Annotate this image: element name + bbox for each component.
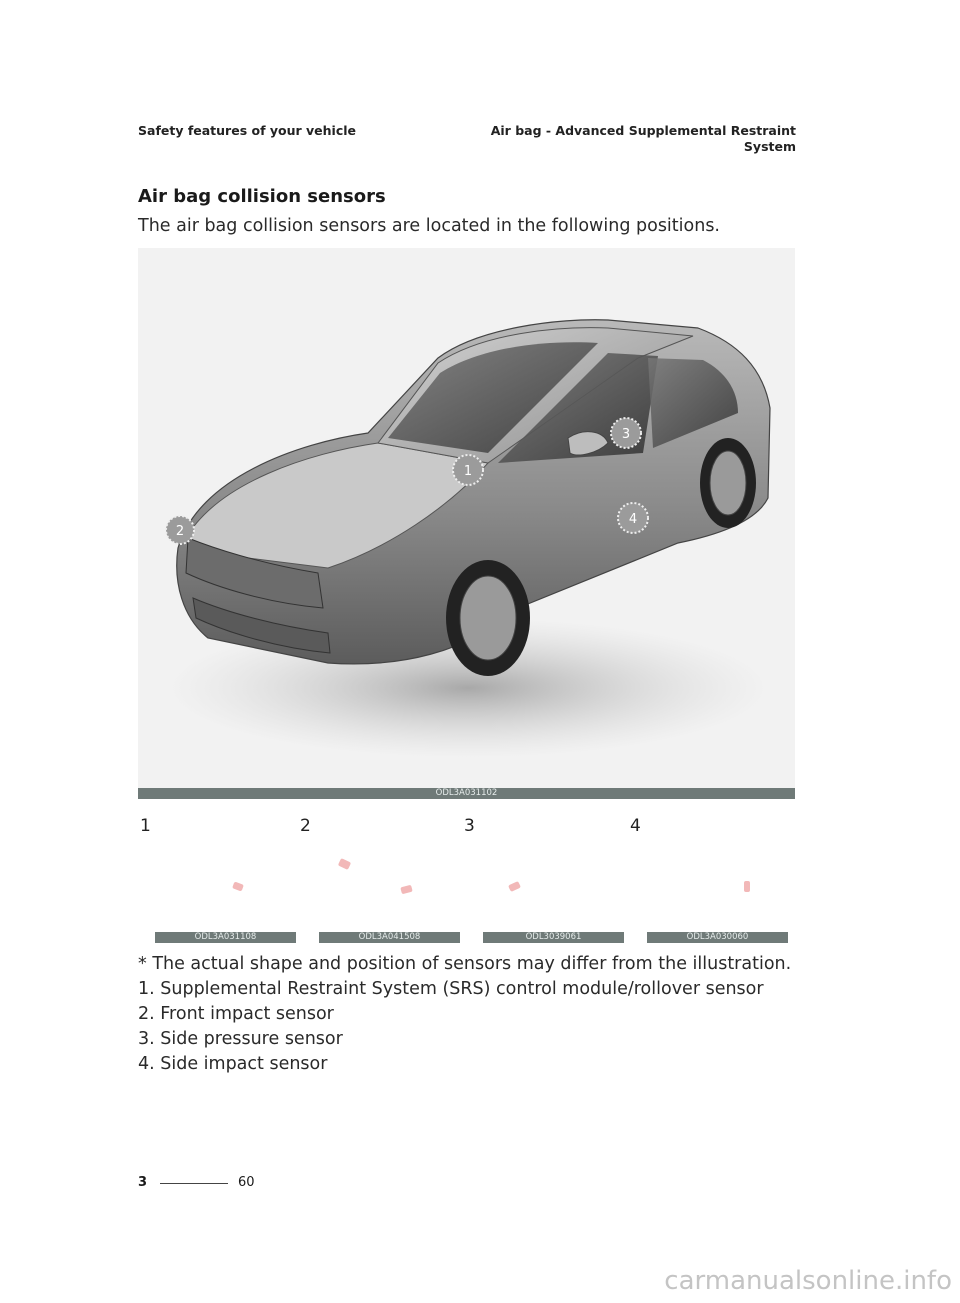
section-intro: The air bag collision sensors are located in the following positions. [138, 216, 720, 236]
section-title: Air bag collision sensors [138, 186, 386, 207]
sensor-mark [744, 881, 750, 892]
running-header-section-line1: Air bag - Advanced Supplemental Restraint [490, 123, 796, 138]
sensor-callout-4 [618, 503, 648, 533]
detail-figure-code-2: ODL3A041508 [319, 932, 460, 943]
sensor-mark [338, 858, 351, 870]
sensor-mark [508, 881, 521, 892]
running-header-section [476, 123, 796, 155]
note-item-1: 1. Supplemental Restraint System (SRS) control module/rollover sensor [138, 979, 764, 999]
note-item-3: 3. Side pressure sensor [138, 1029, 343, 1049]
svg-text:4: 4 [628, 512, 638, 527]
detail-figure-2 [319, 850, 460, 930]
car-drawing [138, 248, 795, 788]
note-disclaimer: * The actual shape and position of sensors may differ from the illustration. [138, 954, 792, 974]
sensor-notes [138, 952, 818, 1077]
front-rim [460, 576, 516, 660]
sensor-callout-1 [453, 455, 483, 485]
detail-figure-code-1: ODL3A031108 [155, 932, 296, 943]
running-header-chapter: Safety features of your vehicle [138, 123, 356, 138]
detail-figure-1 [155, 850, 296, 930]
sensor-callout-2 [166, 516, 194, 544]
svg-text:3: 3 [621, 427, 631, 442]
note-item-4: 4. Side impact sensor [138, 1054, 328, 1074]
detail-figure-code-4: ODL3A030060 [647, 932, 788, 943]
svg-text:2: 2 [175, 524, 185, 539]
detail-label-1: 1 [140, 816, 151, 836]
footer-divider [160, 1183, 228, 1184]
rear-rim [710, 451, 746, 515]
detail-label-4: 4 [630, 816, 641, 836]
footer-page-number: 60 [238, 1175, 255, 1190]
detail-label-2: 2 [300, 816, 311, 836]
car-sensor-illustration [138, 248, 795, 788]
detail-figure-code-3: ODL3039061 [483, 932, 624, 943]
footer-chapter-number: 3 [138, 1175, 148, 1190]
sensor-mark [400, 885, 412, 895]
sensor-mark [232, 882, 244, 892]
main-figure-code: ODL3A031102 [138, 788, 795, 799]
sensor-callout-3 [611, 418, 641, 448]
svg-text:1: 1 [463, 464, 473, 479]
detail-figure-4 [647, 850, 788, 930]
note-item-2: 2. Front impact sensor [138, 1004, 334, 1024]
detail-label-3: 3 [464, 816, 475, 836]
watermark: carmanualsonline.info [664, 1266, 952, 1296]
running-header-section-line2: System [743, 139, 796, 154]
detail-figure-3 [483, 850, 624, 930]
